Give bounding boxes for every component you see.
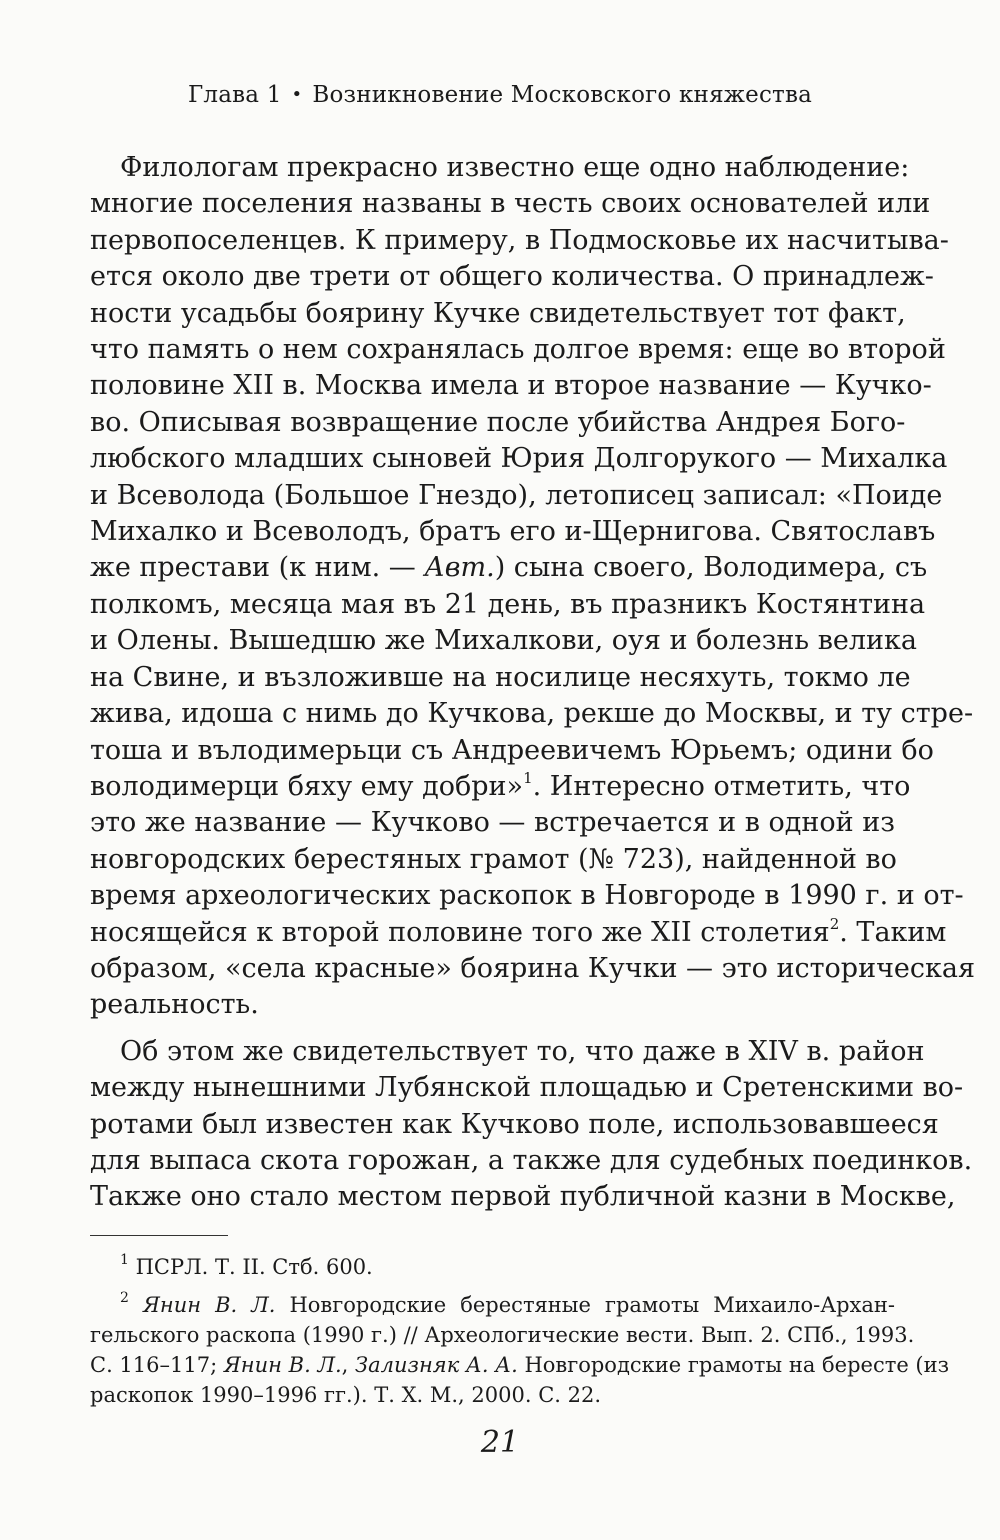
text-line: многие поселения названы в честь своих основателей или — [90, 188, 931, 220]
chapter-title: Возникновение Московского княжества — [312, 82, 813, 108]
footnote-ref-2[interactable]: 2 — [829, 914, 840, 933]
text-line: для выпаса скота горожан, а также для судебных поединков. — [90, 1144, 973, 1176]
text-line: жива, идоша с нимь до Кучкова, рекше до Москвы, и ту стре- — [90, 698, 974, 730]
text-line: между нынешними Лубянской площадью и Сретенскими во- — [90, 1072, 964, 1104]
text-line: на Свине, и възложивше на носилице несяхуть, токмо ле — [90, 661, 911, 693]
text-segment: же престави (к ним. — — [90, 552, 425, 584]
footnote-text: , — [341, 1353, 356, 1377]
text-line — [90, 550, 928, 586]
author-name: Зализняк А. А. — [355, 1353, 518, 1377]
text-line: это же название — Кучково — встречается и в одной из — [90, 807, 895, 839]
text-line — [90, 914, 947, 951]
chapter-label: Глава 1 — [187, 82, 282, 108]
footnote-line: гельского раскопа (1990 г.) // Археологические вести. Вып. 2. СПб., 1993. — [90, 1323, 915, 1347]
text-line: полкомъ, месяца мая въ 21 день, въ празникъ Костянтина — [90, 588, 926, 620]
footnote-2 — [90, 1290, 895, 1320]
text-line: время археологических раскопок в Новгороде в 1990 г. и от- — [90, 880, 964, 912]
text-line: Об этом же свидетельствует то, что даже в XIV в. район — [120, 1035, 925, 1067]
separator-dot: • — [291, 84, 303, 105]
footnote-text: ПСРЛ. Т. II. Стб. 600. — [135, 1255, 373, 1279]
footnote-text: Новгородские грамоты на бересте (из — [517, 1353, 950, 1377]
text-line: Михалко и Всеволодъ, братъ его и-Щернигова. Святославъ — [90, 516, 936, 548]
page-number: 21 — [480, 1425, 520, 1460]
author-name: Янин В. Л. — [142, 1293, 276, 1317]
footnote-text: Новгородские берестяные грамоты Михаило-Архан- — [275, 1293, 895, 1317]
footnote-line: раскопок 1990–1996 гг.). Т. X. М., 2000. С. 22. — [90, 1383, 602, 1407]
text-line: тоша и вълодимерьци съ Андреевичемъ Юрьемъ; одини бо — [90, 734, 934, 766]
text-segment: . Таким — [839, 916, 947, 948]
text-line: образом, «села красные» боярина Кучки — это историческая — [90, 952, 976, 984]
text-segment: . Интересно отметить, что — [532, 770, 911, 802]
text-line: и Олены. Вышедшю же Михалкови, оуя и болезнь велика — [90, 625, 918, 657]
text-segment: володимерци бяху ему добри» — [90, 770, 524, 802]
text-line: и Всеволода (Большое Гнездо), летописец записал: «Поиде — [90, 479, 943, 511]
text-line: ности усадьбы боярину Кучке свидетельствует тот факт, — [90, 297, 906, 329]
text-line: ротами был известен как Кучково поле, использовавшееся — [90, 1108, 939, 1140]
text-line: Филологам прекрасно известно еще одно наблюдение: — [120, 152, 910, 183]
footnote-divider — [90, 1235, 228, 1236]
text-line — [90, 768, 911, 805]
text-line: ется около две трети от общего количества. О принадлеж- — [90, 261, 934, 293]
text-line: во. Описывая возвращение после убийства Андрея Бого- — [90, 406, 906, 438]
text-line: Также оно стало местом первой публичной казни в Москве, — [90, 1181, 956, 1213]
text-line: что память о нем сохранялась долгое время: еще во второй — [90, 334, 946, 366]
footnote-1 — [90, 1252, 895, 1282]
text-line: любского младших сыновей Юрия Долгорукого — Михалка — [90, 443, 948, 475]
footnotes — [90, 1252, 950, 1410]
text-segment: носящейся к второй половине того же XII столетия — [90, 916, 830, 948]
author-note-italic: Авт. — [424, 552, 495, 584]
footnote-mark: 2 — [120, 1290, 129, 1306]
text-line: новгородских берестяных грамот (№ 723), найденной во — [90, 843, 897, 875]
main-text — [90, 150, 976, 1216]
footnote-ref-1[interactable]: 1 — [523, 768, 533, 787]
text-line: половине XII в. Москва имела и второе название — Кучко- — [90, 370, 932, 402]
text-segment: ) сына своего, Володимера, съ — [494, 552, 928, 584]
author-name: Янин В. Л. — [223, 1353, 342, 1377]
running-head — [0, 82, 1000, 108]
text-line: первопоселенцев. К примеру, в Подмосковье их насчитыва- — [90, 224, 949, 256]
footnote-mark: 1 — [120, 1252, 129, 1268]
text-line: реальность. — [90, 989, 259, 1021]
footnote-line — [90, 1350, 950, 1380]
footnote-text: С. 116–117; — [90, 1353, 224, 1377]
